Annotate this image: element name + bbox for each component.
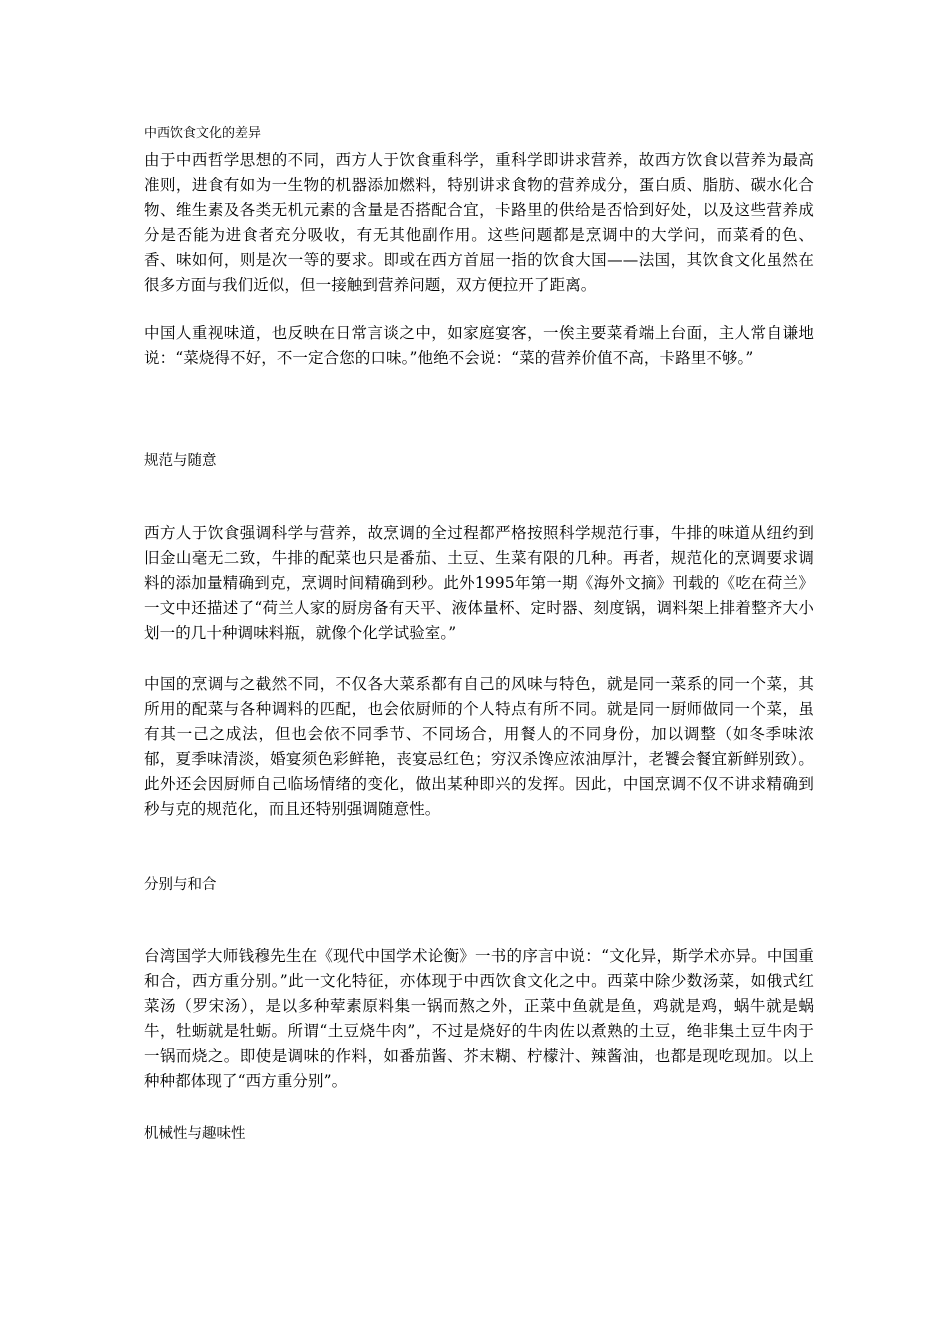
paragraph-western-standards: 西方人于饮食强调科学与营养，故烹调的全过程都严格按照科学规范行事，牛排的味道从纽约到旧金山毫无二致，牛排的配菜也只是番茄、土豆、生菜有限的几种。再者，规范化的烹调要求调料的添加量精确到克，烹调时间精确到秒。此外1995年第一期《海外文摘》刊载的《吃在荷兰》一文中还描述了“荷兰人家的厨房备有天平、液体量杯、定时器、刻度锅，调料架上排着整齐大小划一的几十种调味料瓶，就像个化学试验室。” [144, 524, 814, 642]
paragraph-taste: 中国人重视味道，也反映在日常言谈之中，如家庭宴客，一俟主要菜肴端上台面，主人常自谦地说：“菜烧得不好，不一定合您的口味。”他绝不会说：“菜的营养价值不高，卡路里不够。” [144, 324, 814, 367]
paragraph-chinese-casualness: 中国的烹调与之截然不同，不仅各大菜系都有自己的风味与特色，就是同一菜系的同一个菜，其所用的配菜与各种调料的匹配，也会依厨师的个人特点有所不同。就是同一厨师做同一个菜，虽有其一己之成法，但也会依不同季节、不同场合，用餐人的不同身份，加以调整（如冬季味浓郁，夏季味清淡，婚宴须色彩鲜艳，丧宴忌红色；穷汉杀馋应浓油厚汁，老饕会餐宜新鲜别致）。此外还会因厨师自己临场情绪的变化，做出某种即兴的发挥。因此，中国烹调不仅不讲求精确到秒与克的规范化，而且还特别强调随意性。 [144, 675, 814, 818]
section-heading-mechanical-vs-fun: 机械性与趣味性 [144, 1126, 246, 1142]
paragraph-separation-harmony: 台湾国学大师钱穆先生在《现代中国学术论衡》一书的序言中说：“文化异，斯学术亦异。中国重和合，西方重分别。”此一文化特征，亦体现于中西饮食文化之中。西菜中除少数汤菜，如俄式红菜汤（罗宋汤），是以多种荤素原料集一锅而熬之外，正菜中鱼就是鱼，鸡就是鸡，蜗牛就是蜗牛，牡蛎就是牡蛎。所谓“土豆烧牛肉”，不过是烧好的牛肉佐以煮熟的土豆，绝非集土豆牛肉于一锅而烧之。即使是调味的作料，如番茄酱、芥末糊、柠檬汁、辣酱油，也都是现吃现加。以上种种都体现了“西方重分别”。 [144, 947, 814, 1090]
section-heading-standard-vs-casual: 规范与随意 [144, 453, 217, 469]
document-page [144, 0, 814, 1344]
document-title: 中西饮食文化的差异 [144, 126, 262, 141]
paragraph-nutrition: 由于中西哲学思想的不同，西方人于饮食重科学，重科学即讲求营养，故西方饮食以营养为最高准则，进食有如为一生物的机器添加燃料，特别讲求食物的营养成分，蛋白质、脂肪、碳水化合物、维生素及各类无机元素的含量是否搭配合宜，卡路里的供给是否恰到好处，以及这些营养成分是否能为进食者充分吸收，有无其他副作用。这些问题都是烹调中的大学问，而菜肴的色、香、味如何，则是次一等的要求。即或在西方首屈一指的饮食大国——法国，其饮食文化虽然在很多方面与我们近似，但一接触到营养问题，双方便拉开了距离。 [144, 151, 814, 294]
section-heading-separation-vs-harmony: 分别与和合 [144, 877, 217, 893]
